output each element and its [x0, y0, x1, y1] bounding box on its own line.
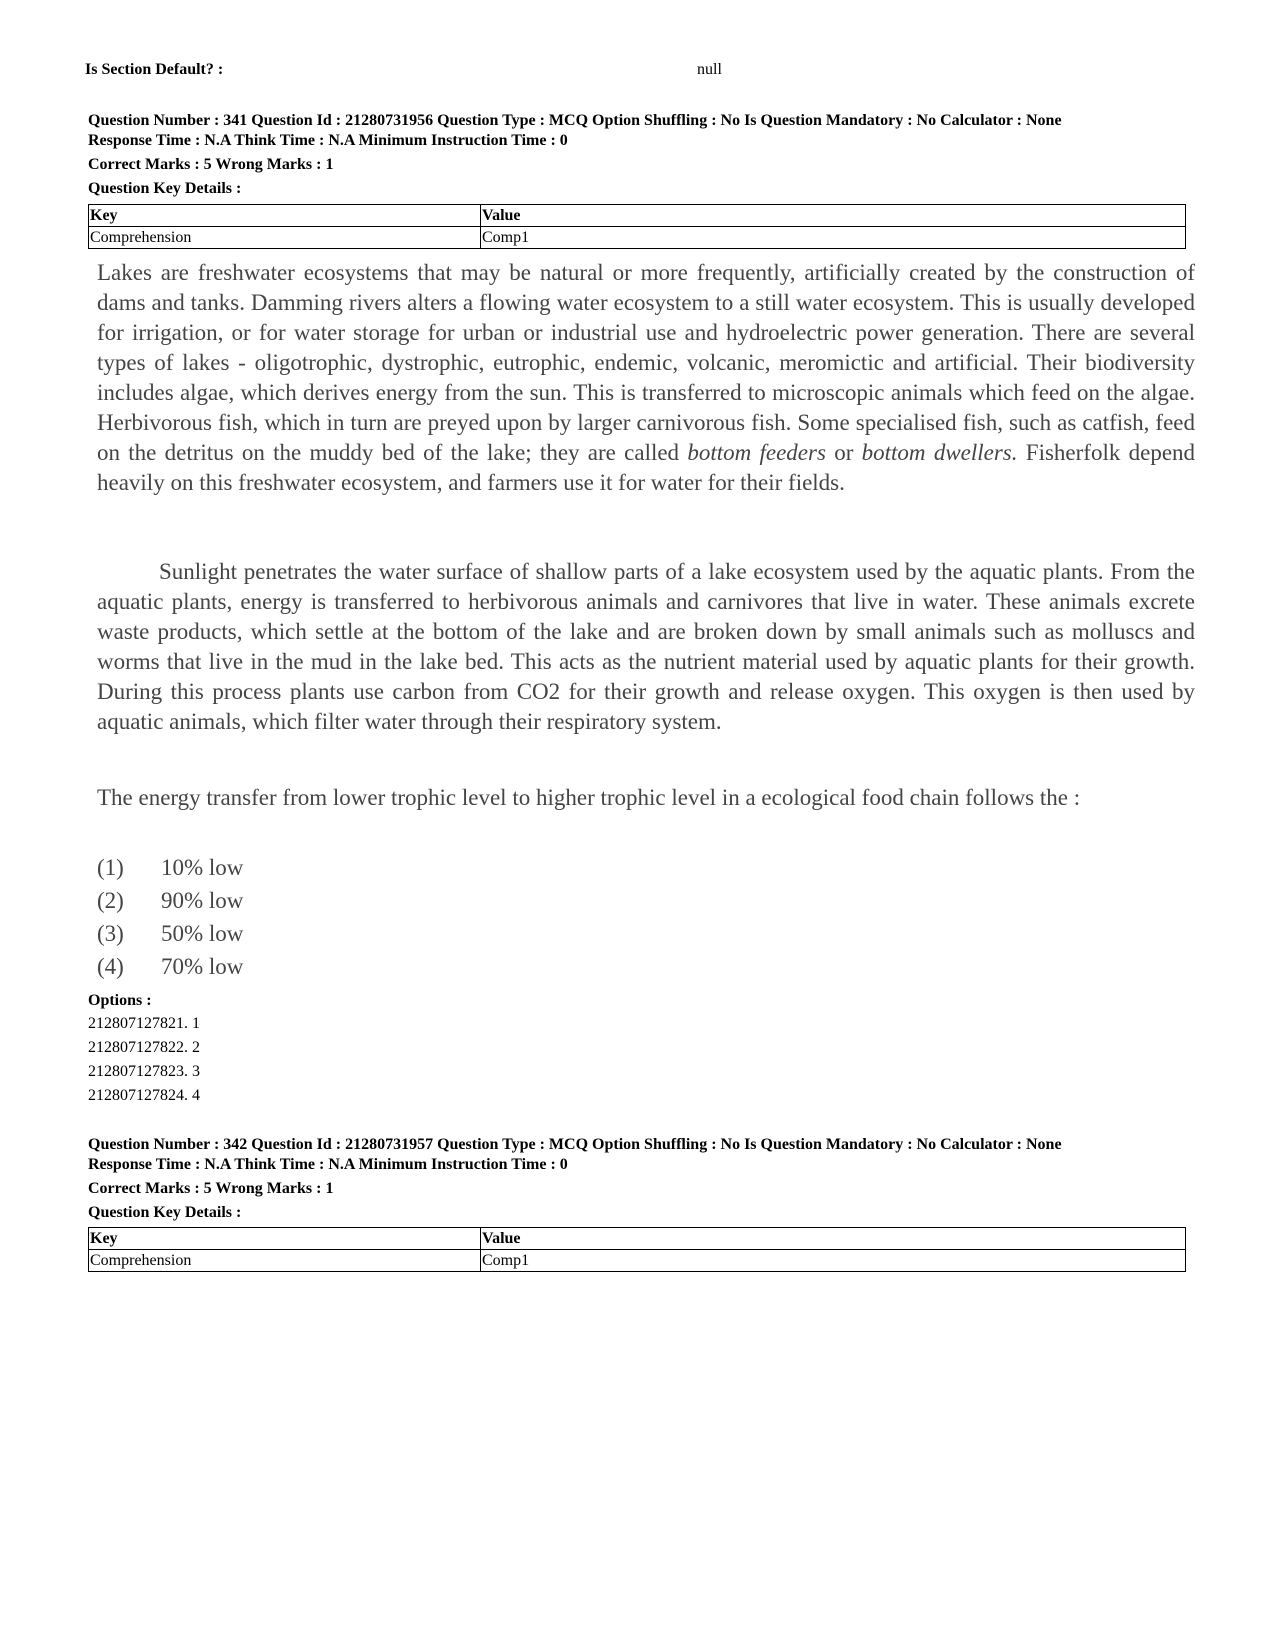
choice-text: 70% low: [161, 954, 244, 979]
question-meta-line2: Response Time : N.A Think Time : N.A Minimum Instruction Time : 0: [88, 132, 568, 149]
value-cell: Comp1: [481, 1250, 1186, 1272]
question-text: The energy transfer from lower trophic level to higher trophic level in a ecological food chain follows the :: [97, 785, 1081, 810]
answer-choices: [97, 851, 243, 983]
passage-p1-or: or: [834, 440, 854, 465]
value-cell: Comp1: [481, 227, 1186, 249]
choice-text: 10% low: [161, 855, 244, 880]
question-meta-line1: Question Number : 342 Question Id : 21280731957 Question Type : MCQ Option Shuffling : No Is Question Mandatory : No Calculator : None: [88, 1136, 1062, 1153]
value-header: Value: [481, 205, 1186, 227]
option-item: 212807127821. 1: [88, 1015, 200, 1032]
question-marks: Correct Marks : 5 Wrong Marks : 1: [88, 156, 334, 173]
choice-text: 90% low: [161, 888, 244, 913]
question-key-details-label: Question Key Details :: [88, 1204, 242, 1221]
answer-choice: [97, 950, 243, 983]
options-label: Options :: [88, 992, 152, 1009]
question-marks: Correct Marks : 5 Wrong Marks : 1: [88, 1180, 334, 1197]
choice-number: (1): [97, 855, 124, 880]
key-cell: Comprehension: [89, 1250, 481, 1272]
key-cell: Comprehension: [89, 227, 481, 249]
answer-choice: [97, 917, 243, 950]
choice-text: 50% low: [161, 921, 244, 946]
passage-paragraph-2: Sunlight penetrates the water surface of shallow parts of a lake ecosystem used by the aquatic plants. From the aquatic plants, energy is transferred to herbivorous animals and carnivores that live in water. These animals excrete waste products, which settle at the bottom of the lake and are broken down by small animals such as molluscs and worms that live in the mud in the lake bed. This acts as the nutrient material used by aquatic plants for their growth. During this process plants use carbon from CO2 for their growth and release oxygen. This oxygen is then used by aquatic animals, which filter water through their respiratory system.: [97, 559, 1195, 734]
question-key-table: [88, 1227, 1186, 1272]
section-default-value: null: [697, 61, 722, 78]
question-meta-line2: Response Time : N.A Think Time : N.A Minimum Instruction Time : 0: [88, 1156, 568, 1173]
choice-number: (4): [97, 954, 124, 979]
passage-paragraph-1: [97, 258, 1195, 498]
passage-p1-text: Lakes are freshwater ecosystems that may be natural or more frequently, artificially created by the construction of dams and tanks. Damming rivers alters a flowing water ecosystem to a still water ecosystem. This is usually developed for irrigation, or for water storage for urban or industrial use and hydroelectric power generation. There are several types of lakes - oligotrophic, dystrophic, eutrophic, endemic, volcanic, meromictic and artificial. Their biodiversity includes algae, which derives energy from the sun. This is transferred to microscopic animals which feed on the algae. Herbivorous fish, which in turn are preyed upon by larger carnivorous fish. Some specialised fish, such as catfish, feed on the detritus on the muddy bed of the lake; they are called: [97, 260, 1195, 465]
section-default-label: Is Section Default? :: [85, 61, 224, 78]
passage-p1-text-2: Fisherfolk depend heavily on this freshwater ecosystem, and farmers use it for water for their fields.: [97, 440, 1196, 495]
value-header: Value: [481, 1228, 1186, 1250]
passage-p1-emphasis-2: bottom dwellers.: [861, 440, 1018, 465]
answer-choice: [97, 851, 243, 884]
option-item: 212807127823. 3: [88, 1063, 200, 1080]
answer-choice: [97, 884, 243, 917]
question-meta-line1: Question Number : 341 Question Id : 21280731956 Question Type : MCQ Option Shuffling : No Is Question Mandatory : No Calculator : None: [88, 112, 1062, 129]
choice-number: (3): [97, 921, 124, 946]
passage-p1-emphasis-1: bottom feeders: [687, 440, 826, 465]
question-key-table: [88, 204, 1186, 249]
key-header: Key: [89, 205, 481, 227]
question-key-details-label: Question Key Details :: [88, 180, 242, 197]
option-item: 212807127822. 2: [88, 1039, 200, 1056]
option-item: 212807127824. 4: [88, 1087, 200, 1104]
choice-number: (2): [97, 888, 124, 913]
key-header: Key: [89, 1228, 481, 1250]
